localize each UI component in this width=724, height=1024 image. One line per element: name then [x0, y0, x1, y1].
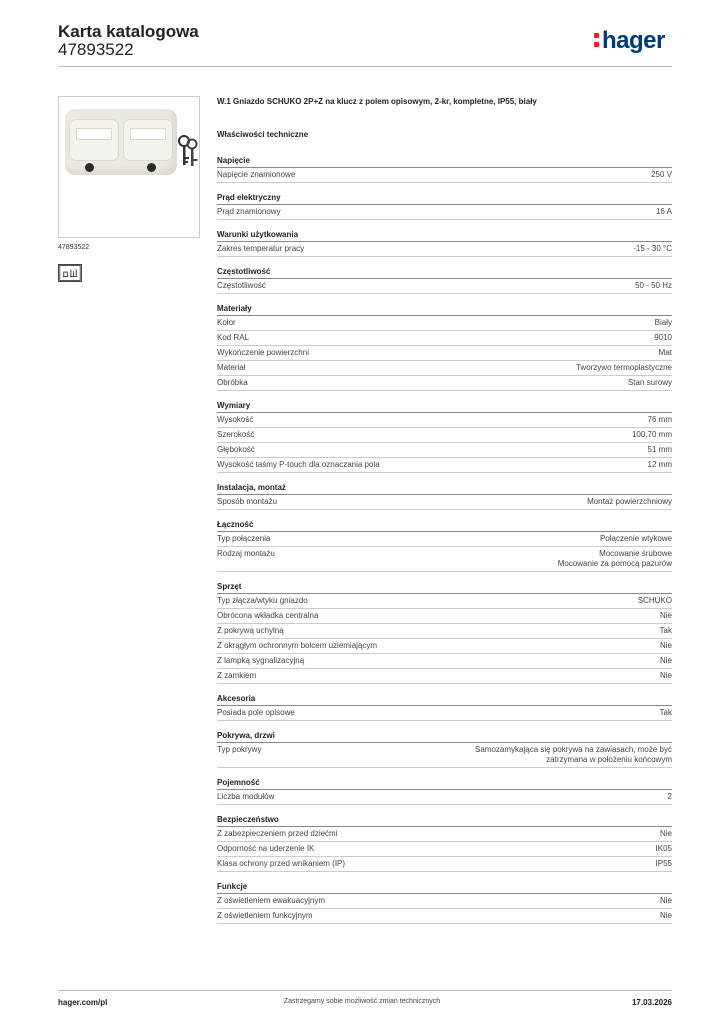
footer-date: 17.03.2026: [631, 998, 672, 1007]
spec-value: [632, 430, 672, 440]
footer-disclaimer: Zastrzegamy sobie możliwość zmian technicznych: [283, 998, 441, 1005]
spec-value: [660, 641, 672, 651]
spec-label: Prąd znamionowy: [217, 207, 281, 216]
spec-row: [217, 458, 672, 473]
spec-row: [217, 168, 672, 183]
spec-value-line: Montaż powierzchniowy: [587, 497, 672, 506]
spec-label: Napięcie znamionowe: [217, 170, 296, 179]
spec-value-line: Nie: [659, 671, 672, 680]
section-title: Funkcje: [217, 882, 672, 894]
spec-label: Obrócona wkładka centralna: [217, 611, 319, 620]
spec-label: Zakres temperatur pracy: [217, 244, 305, 253]
spec-row: [217, 639, 672, 654]
section-title: Częstotliwość: [217, 267, 672, 279]
spec-section: [217, 230, 672, 257]
spec-value: [558, 549, 672, 569]
spec-label: Posiada pole opisowe: [217, 708, 295, 717]
spec-section: [217, 520, 672, 572]
spec-section: [217, 582, 672, 684]
spec-value: [576, 363, 672, 373]
spec-label: Z oświetleniem ewakuacyjnym: [217, 896, 326, 905]
spec-value-line: Tak: [659, 626, 672, 635]
spec-label: Wykończenie powierzchni: [217, 348, 309, 357]
spec-value-line: 16 A: [655, 207, 672, 216]
section-title: Akcesoria: [217, 694, 672, 706]
spec-row: [217, 495, 672, 510]
spec-label: Kod RAL: [217, 333, 250, 342]
spec-value-line: Nie: [659, 896, 672, 905]
spec-row: [217, 547, 672, 572]
spec-section: [217, 815, 672, 872]
spec-row: [217, 743, 672, 768]
spec-label: Liczba modułów: [217, 792, 275, 801]
spec-value-line: 50 - 50 Hz: [635, 281, 672, 290]
spec-value: [648, 415, 672, 425]
spec-label: Rodzaj montażu: [217, 549, 275, 558]
section-title: Łączność: [217, 520, 672, 532]
spec-value-line: Biały: [654, 318, 672, 327]
spec-row: [217, 909, 672, 924]
spec-value: [633, 244, 672, 254]
spec-label: Z lampką sygnalizacyjną: [217, 656, 305, 665]
hager-logo[interactable]: [594, 27, 665, 55]
spec-value-line: Nie: [659, 911, 672, 920]
product-photo: [58, 96, 200, 238]
spec-value-line: Samozamykająca się pokrywa na zawiasach, może być: [475, 745, 672, 754]
spec-value: [660, 911, 672, 921]
spec-label: Wysokość: [217, 415, 254, 424]
spec-value: [655, 318, 672, 328]
spec-value-line: IP55: [655, 859, 672, 868]
spec-value: [660, 829, 672, 839]
section-title: Materiały: [217, 304, 672, 316]
spec-value-line: -15 - 30 °C: [633, 244, 672, 253]
spec-value-line: 2: [667, 792, 672, 801]
spec-value-line: Stan surowy: [627, 378, 672, 387]
spec-value-line: IK05: [655, 844, 672, 853]
spec-row: [217, 316, 672, 331]
spec-label: Obróbka: [217, 378, 248, 387]
spec-value: [660, 671, 672, 681]
section-title: Pokrywa, drzwi: [217, 731, 672, 743]
spec-label: Typ pokrywy: [217, 745, 262, 754]
spec-label: Częstotliwość: [217, 281, 266, 290]
spec-row: [217, 279, 672, 294]
spec-value-line: Nie: [659, 611, 672, 620]
spec-value: [656, 207, 672, 217]
spec-value: [475, 745, 672, 765]
spec-value: [628, 378, 672, 388]
spec-row: [217, 532, 672, 547]
ip-protection-icon: [58, 264, 82, 282]
spec-value: [654, 333, 672, 343]
spec-row: [217, 205, 672, 220]
spec-label: Z zabezpieczeniem przed dziećmi: [217, 829, 338, 838]
spec-row: [217, 857, 672, 872]
section-title: Wymiary: [217, 401, 672, 413]
spec-value-line: Nie: [659, 656, 672, 665]
spec-row: [217, 361, 672, 376]
spec-label: Z zamkiem: [217, 671, 257, 680]
spec-value-line: 76 mm: [647, 415, 672, 424]
page-title: Karta katalogowa: [58, 22, 199, 41]
spec-row: [217, 790, 672, 805]
spec-row: [217, 609, 672, 624]
spec-section: [217, 304, 672, 391]
spec-label: Odporność na uderzenie IK: [217, 844, 315, 853]
spec-label: Szerokość: [217, 430, 255, 439]
spec-value-line: 9010: [654, 333, 672, 342]
section-title: Napięcie: [217, 156, 672, 168]
spec-label: Materiał: [217, 363, 246, 372]
section-title: Prąd elektryczny: [217, 193, 672, 205]
lock-left-icon: [85, 163, 94, 172]
spec-value: [648, 460, 672, 470]
section-title: Sprzęt: [217, 582, 672, 594]
image-caption-code: 47893522: [58, 244, 90, 251]
spec-value: [587, 497, 672, 507]
spec-value: [600, 534, 672, 544]
section-title: Warunki użytkowania: [217, 230, 672, 242]
spec-section: [217, 267, 672, 294]
spec-row: [217, 242, 672, 257]
logo-text: hager: [602, 27, 665, 54]
spec-section: [217, 778, 672, 805]
spec-value-line: Mat: [658, 348, 672, 357]
spec-value-line: Mocowanie za pomocą pazurów: [557, 559, 672, 568]
spec-value-line: Nie: [659, 829, 672, 838]
spec-row: [217, 594, 672, 609]
spec-row: [217, 624, 672, 639]
spec-row: [217, 654, 672, 669]
spec-row: [217, 842, 672, 857]
spec-value-line: Mocowanie śrubowe: [599, 549, 672, 558]
spec-value: [660, 656, 672, 666]
footer-website-link[interactable]: hager.com/pl: [58, 998, 108, 1007]
section-title: Instalacja, montaż: [217, 483, 672, 495]
spec-label: Z pokrywą uchylną: [217, 626, 284, 635]
spec-value-line: Tworzywo termoplastyczne: [575, 363, 672, 372]
footer-divider: [58, 990, 672, 991]
spec-label: Z oświetleniem funkcyjnym: [217, 911, 313, 920]
spec-row: [217, 443, 672, 458]
spec-section: [217, 483, 672, 510]
spec-value: [656, 844, 672, 854]
spec-row: [217, 827, 672, 842]
spec-label: Klasa ochrony przed wnikaniem (IP): [217, 859, 346, 868]
spec-value-line: 250 V: [651, 170, 672, 179]
logo-mark-icon: [594, 33, 599, 51]
section-title: Bezpieczeństwo: [217, 815, 672, 827]
spec-label: Sposób montażu: [217, 497, 278, 506]
spec-section: [217, 731, 672, 768]
spec-row: [217, 669, 672, 684]
spec-row: [217, 706, 672, 721]
spec-label: Głębokość: [217, 445, 255, 454]
spec-value: [660, 708, 672, 718]
spec-value-line: 100,70 mm: [631, 430, 672, 439]
spec-row: [217, 428, 672, 443]
spec-label: Kolor: [217, 318, 236, 327]
spec-row: [217, 331, 672, 346]
spec-value: [635, 281, 672, 291]
spec-value: [660, 626, 672, 636]
spec-label: Wysokość taśmy P-touch dla oznaczania pola: [217, 460, 380, 469]
spec-value-line: 51 mm: [647, 445, 672, 454]
spec-label: Typ złącza/wtyku gniazdo: [217, 596, 308, 605]
spec-value: [638, 596, 672, 606]
product-description: W.1 Gniazdo SCHUKO 2P+Z na klucz z polem opisowym, 2-kr, kompletne, IP55, biały: [217, 97, 537, 106]
keys-icon: [177, 135, 199, 169]
label-field-left: [76, 128, 112, 140]
spec-value: [648, 445, 672, 455]
spec-value-line: Połączenie wtykowe: [599, 534, 672, 543]
spec-value: [659, 348, 672, 358]
technical-properties: [217, 156, 672, 934]
spec-label: Z okrągłym ochronnym bolcem uziemiającym: [217, 641, 378, 650]
properties-heading: Właściwości techniczne: [217, 130, 309, 139]
spec-value: [660, 896, 672, 906]
socket-lid-right: [123, 119, 173, 161]
section-title: Pojemność: [217, 778, 672, 790]
spec-value-line: SCHUKO: [637, 596, 672, 605]
spec-value: [668, 792, 672, 802]
spec-section: [217, 694, 672, 721]
lock-right-icon: [147, 163, 156, 172]
product-number: 47893522: [58, 40, 134, 59]
spec-section: [217, 882, 672, 924]
label-field-right: [130, 128, 166, 140]
spec-value: [651, 170, 672, 180]
spec-label: Typ połączenia: [217, 534, 271, 543]
spec-value-line: Nie: [659, 641, 672, 650]
spec-section: [217, 401, 672, 473]
spec-value-line: zatrzymana w położeniu końcowym: [546, 755, 672, 764]
socket-body: [65, 109, 177, 175]
spec-row: [217, 376, 672, 391]
spec-value-line: 12 mm: [647, 460, 672, 469]
socket-lid-left: [69, 119, 119, 161]
spec-value: [656, 859, 672, 869]
spec-value-line: Tak: [659, 708, 672, 717]
spec-row: [217, 413, 672, 428]
spec-section: [217, 156, 672, 183]
spec-section: [217, 193, 672, 220]
spec-row: [217, 346, 672, 361]
spec-row: [217, 894, 672, 909]
spec-value: [660, 611, 672, 621]
header-divider: [58, 66, 672, 67]
